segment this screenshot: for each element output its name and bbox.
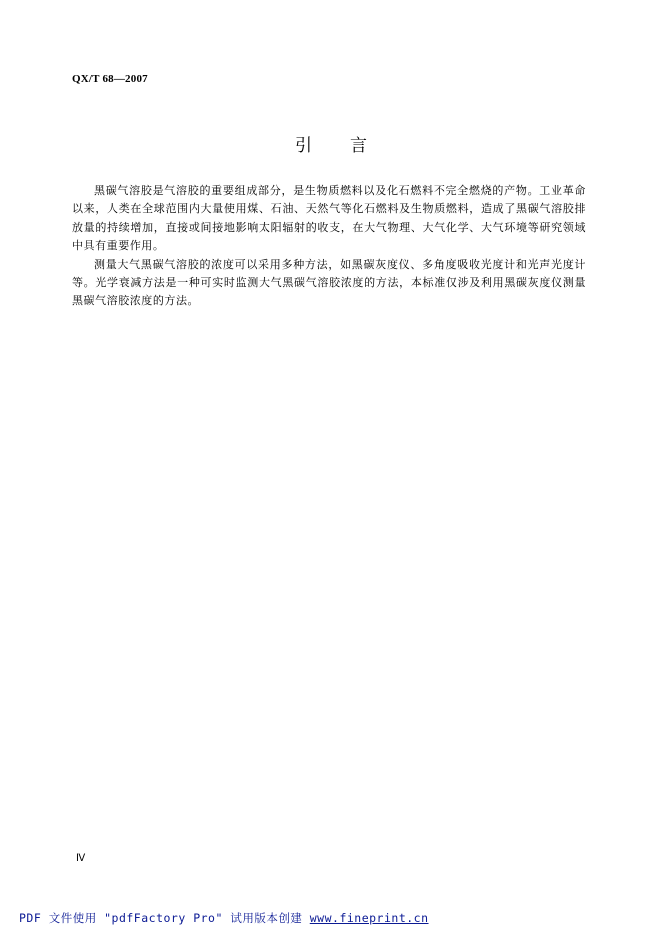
- pdf-watermark: [19, 910, 429, 926]
- section-title: 引言: [295, 136, 405, 156]
- watermark-text: PDF 文件使用 "pdfFactory Pro" 试用版本创建: [19, 911, 310, 925]
- paragraph: 黑碳气溶胶是气溶胶的重要组成部分，是生物质燃料以及化石燃料不完全燃烧的产物。工业革命以来，人类在全球范围内大量使用煤、石油、天然气等化石燃料及生物质燃料，造成了黑碳气溶胶排放量的持续增加，直接或间接地影响太阳辐射的收支，在大气物理、大气化学、大气环境等研究领域中具有重要作用。: [72, 184, 586, 253]
- fineprint-link[interactable]: www.fineprint.cn: [309, 911, 429, 925]
- paragraph: 测量大气黑碳气溶胶的浓度可以采用多种方法，如黑碳灰度仪、多角度吸收光度计和光声光度计等。光学衰减方法是一种可实时监测大气黑碳气溶胶浓度的方法，本标准仅涉及利用黑碳灰度仪测量黑碳气溶胶浓度的方法。: [72, 257, 586, 308]
- standard-code: QX/T 68—2007: [72, 73, 148, 85]
- page-number: Ⅳ: [76, 853, 86, 864]
- body-text: [72, 182, 586, 311]
